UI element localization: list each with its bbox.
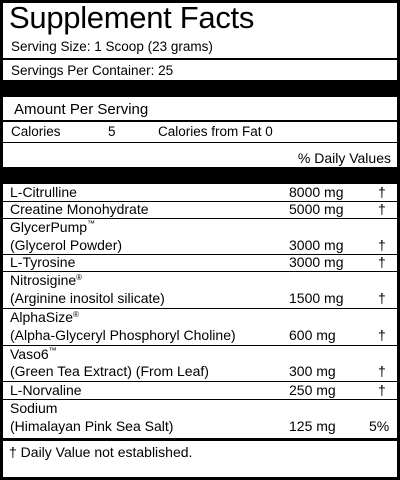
ingredient-name: Nitrosigine® bbox=[10, 272, 83, 288]
ingredient-name: L-Norvaline bbox=[10, 382, 82, 398]
ingredient-daily-value: † bbox=[378, 327, 386, 343]
ingredient-daily-value: † bbox=[378, 290, 386, 306]
ingredient-name: Creatine Monohydrate bbox=[10, 201, 149, 217]
calories-value: 5 bbox=[108, 124, 116, 139]
ingredient-name: Vaso6™ bbox=[10, 346, 57, 362]
ingredient-amount: 3000 mg bbox=[289, 254, 344, 270]
row-divider bbox=[3, 345, 397, 346]
ingredient-name: L-Citrulline bbox=[10, 184, 77, 200]
ingredient-detail: (Alpha-Glyceryl Phosphoryl Choline) bbox=[10, 327, 236, 343]
ingredient-detail: (Arginine inositol silicate) bbox=[10, 290, 165, 306]
trademark-mark: ™ bbox=[87, 219, 96, 228]
ingredient-amount: 250 mg bbox=[289, 382, 336, 398]
ingredient-detail: (Glycerol Powder) bbox=[10, 237, 123, 253]
ingredient-name: L-Tyrosine bbox=[10, 254, 76, 270]
ingredient-detail: (Himalayan Pink Sea Salt) bbox=[10, 418, 174, 434]
calories-label: Calories bbox=[11, 124, 61, 139]
serving-size: Serving Size: 1 Scoop (23 grams) bbox=[11, 39, 213, 54]
calories-from-fat: Calories from Fat 0 bbox=[158, 124, 273, 139]
thick-divider-bar bbox=[3, 80, 397, 97]
trademark-mark: ™ bbox=[48, 346, 57, 355]
ingredient-amount: 5000 mg bbox=[289, 201, 344, 217]
daily-values-header: % Daily Values bbox=[297, 150, 391, 166]
footnote: † Daily Value not established. bbox=[9, 444, 193, 460]
divider bbox=[3, 120, 397, 122]
ingredient-name: AlphaSize® bbox=[10, 309, 79, 325]
divider bbox=[3, 142, 397, 143]
ingredient-amount: 300 mg bbox=[289, 363, 336, 379]
ingredient-amount: 3000 mg bbox=[289, 237, 344, 253]
ingredient-daily-value: † bbox=[378, 382, 386, 398]
panel-title: Supplement Facts bbox=[9, 0, 255, 35]
ingredient-amount: 8000 mg bbox=[289, 184, 344, 200]
ingredient-daily-value: † bbox=[378, 184, 386, 200]
ingredient-daily-value: † bbox=[378, 254, 386, 270]
registered-mark: ® bbox=[76, 273, 83, 282]
thick-divider bbox=[3, 438, 397, 441]
ingredient-daily-value: † bbox=[378, 201, 386, 217]
row-divider bbox=[3, 399, 397, 400]
divider bbox=[3, 58, 397, 60]
ingredient-daily-value: † bbox=[378, 237, 386, 253]
ingredient-amount: 1500 mg bbox=[289, 290, 344, 306]
ingredient-detail: (Green Tea Extract) (From Leaf) bbox=[10, 363, 209, 379]
ingredient-daily-value: 5% bbox=[369, 418, 390, 434]
ingredient-amount: 600 mg bbox=[289, 327, 336, 343]
servings-per-container: Servings Per Container: 25 bbox=[11, 63, 174, 78]
ingredient-daily-value: † bbox=[378, 363, 386, 379]
thick-divider-bar bbox=[3, 167, 397, 184]
ingredient-name: GlycerPump™ bbox=[10, 219, 96, 235]
ingredient-amount: 125 mg bbox=[289, 418, 336, 434]
amount-per-serving-heading: Amount Per Serving bbox=[14, 101, 149, 118]
ingredient-name: Sodium bbox=[10, 400, 58, 416]
registered-mark: ® bbox=[73, 310, 79, 319]
